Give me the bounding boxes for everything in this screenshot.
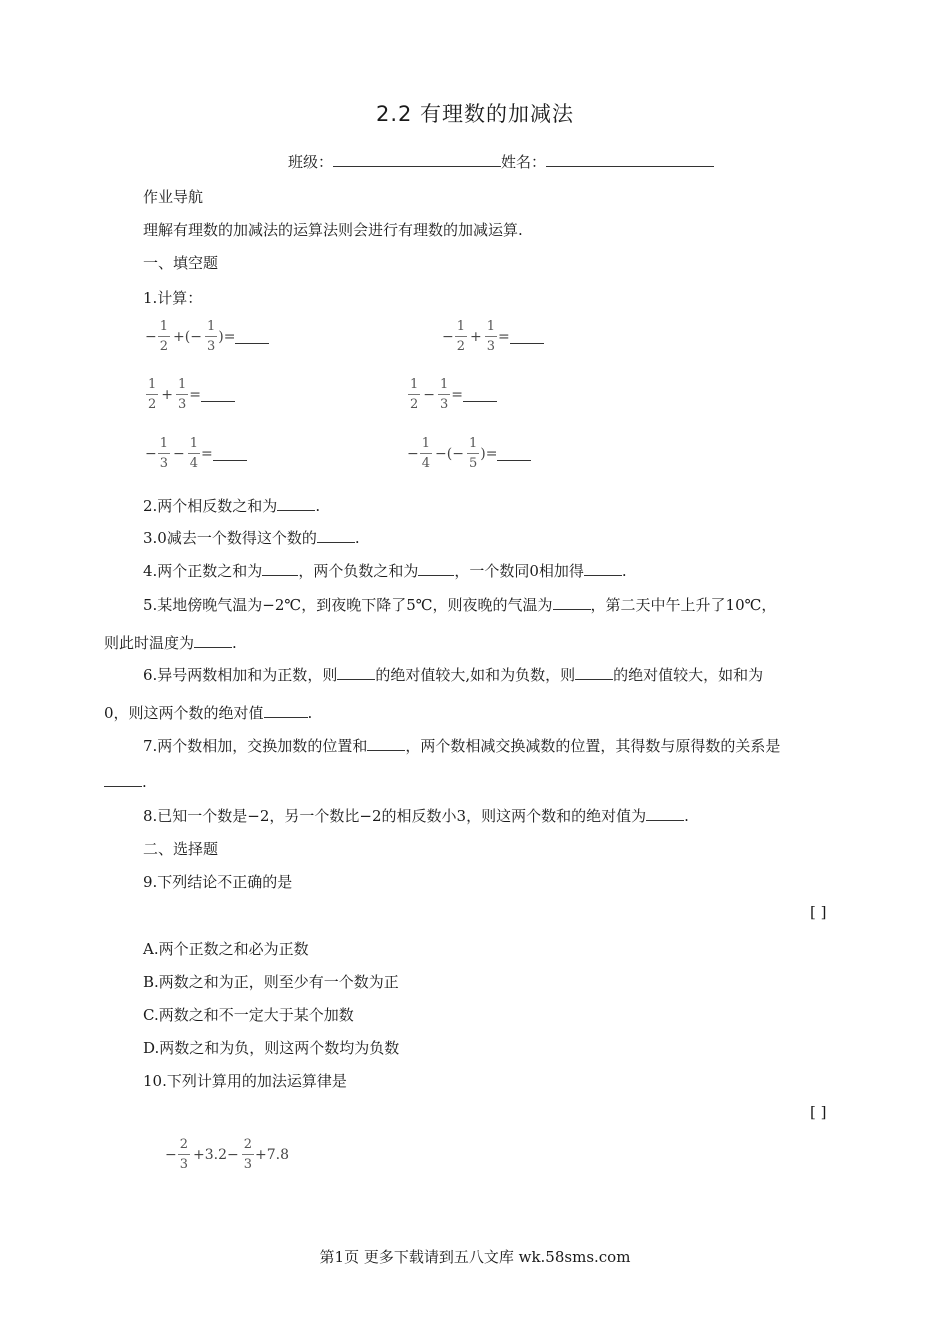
answer-blank [262, 561, 298, 576]
class-blank [333, 152, 501, 167]
fraction: $\frac{2}{3}$ [243, 1137, 253, 1172]
answer-blank [418, 561, 454, 576]
fraction: $\frac{1}{3}$ [206, 319, 216, 354]
nav-heading: 作业导航 [143, 188, 204, 206]
answer-blank [317, 528, 355, 543]
question-2: 2.两个相反数之和为 . [143, 497, 321, 515]
answer-blank [510, 329, 544, 344]
fraction: $\frac{1}{3}$ [159, 436, 169, 471]
answer-blank [194, 633, 232, 648]
name-label: 姓名： [501, 153, 547, 171]
q1-label: 1.计算： [143, 289, 203, 307]
q1-expr-4: $\frac{1}{2}$ − $\frac{1}{3}$ = [407, 378, 497, 411]
question-4: 4.两个正数之和为 ，两个负数之和为 ，一个数同0相加得 . [143, 562, 627, 580]
answer-blank [367, 736, 405, 751]
question-10-stem: 10.下列计算用的加法运算律是 [143, 1072, 347, 1090]
question-6-cont: 0，则这两个数的绝对值 . [104, 704, 313, 722]
answer-blank [463, 387, 497, 402]
q10-expr: − $\frac{2}{3}$ +3.2− $\frac{2}{3}$ +7.8 [165, 1137, 290, 1172]
fraction: $\frac{1}{5}$ [468, 436, 478, 471]
section-choice: 二、选择题 [143, 840, 219, 858]
q1-expr-5: − $\frac{1}{3}$ − $\frac{1}{4}$ = [145, 437, 247, 470]
question-9-stem: 9.下列结论不正确的是 [143, 873, 293, 891]
q1-expr-6: − $\frac{1}{4}$ −(− $\frac{1}{5}$ )= [407, 437, 531, 470]
fraction: $\frac{1}{3}$ [440, 377, 449, 412]
answer-blank [213, 446, 247, 461]
nav-text: 理解有理数的加减法的运算法则会进行有理数的加减运算. [143, 221, 523, 239]
answer-bracket: [ ] [810, 1103, 827, 1121]
fraction: $\frac{1}{4}$ [189, 436, 199, 471]
answer-blank [553, 595, 591, 610]
answer-blank [584, 561, 622, 576]
question-8: 8.已知一个数是−2，另一个数比−2的相反数小3，则这两个数和的绝对值为 . [143, 807, 689, 825]
answer-blank [104, 772, 142, 787]
question-7-cont: . [104, 772, 147, 791]
student-info [288, 151, 714, 172]
class-label: 班级： [288, 153, 334, 171]
question-6: 6.异号两数相加和为正数，则 的绝对值较大,如和为负数，则 的绝对值较大，如和为 [143, 666, 764, 684]
fraction: $\frac{1}{2}$ [148, 377, 157, 412]
q1-expr-2: − $\frac{1}{2}$ + $\frac{1}{3}$ = [442, 320, 544, 353]
page-footer: 第1页 更多下载请到五八文库 wk.58sms.com [319, 1248, 631, 1266]
fraction: $\frac{1}{3}$ [486, 319, 496, 354]
answer-blank [201, 387, 235, 402]
question-7: 7.两个数相加，交换加数的位置和 ，两个数相减交换减数的位置，其得数与原得数的关系是 [143, 737, 781, 755]
option-d: D.两数之和为负，则这两个数均为负数 [143, 1039, 400, 1057]
fraction: $\frac{1}{4}$ [421, 436, 431, 471]
answer-blank [337, 665, 375, 680]
answer-blank [264, 703, 308, 718]
question-3: 3.0减去一个数得这个数的 . [143, 529, 360, 547]
fraction: $\frac{1}{2}$ [159, 319, 169, 354]
option-b: B.两数之和为正，则至少有一个数为正 [143, 973, 399, 991]
fraction: $\frac{1}{3}$ [178, 377, 187, 412]
answer-blank [646, 806, 684, 821]
q1-expr-1: − $\frac{1}{2}$ +(− $\frac{1}{3}$ )= [145, 320, 269, 353]
q1-expr-3: $\frac{1}{2}$ + $\frac{1}{3}$ = [145, 378, 235, 411]
answer-blank [235, 329, 269, 344]
answer-blank [277, 496, 315, 511]
answer-blank [497, 446, 531, 461]
answer-blank [575, 665, 613, 680]
name-blank [546, 152, 714, 167]
fraction: $\frac{1}{2}$ [410, 377, 419, 412]
section-fill: 一、填空题 [143, 254, 219, 272]
option-a: A.两个正数之和必为正数 [143, 940, 309, 958]
fraction: $\frac{2}{3}$ [179, 1137, 189, 1172]
question-5: 5.某地傍晚气温为−2℃，到夜晚下降了5℃，则夜晚的气温为 ，第二天中午上升了10℃， [143, 596, 777, 614]
page-title: 2.2 有理数的加减法 [375, 102, 575, 126]
question-5-cont: 则此时温度为 . [104, 634, 237, 652]
fraction: $\frac{1}{2}$ [456, 319, 466, 354]
answer-bracket: [ ] [810, 903, 827, 921]
option-c: C.两数之和不一定大于某个加数 [143, 1006, 354, 1024]
